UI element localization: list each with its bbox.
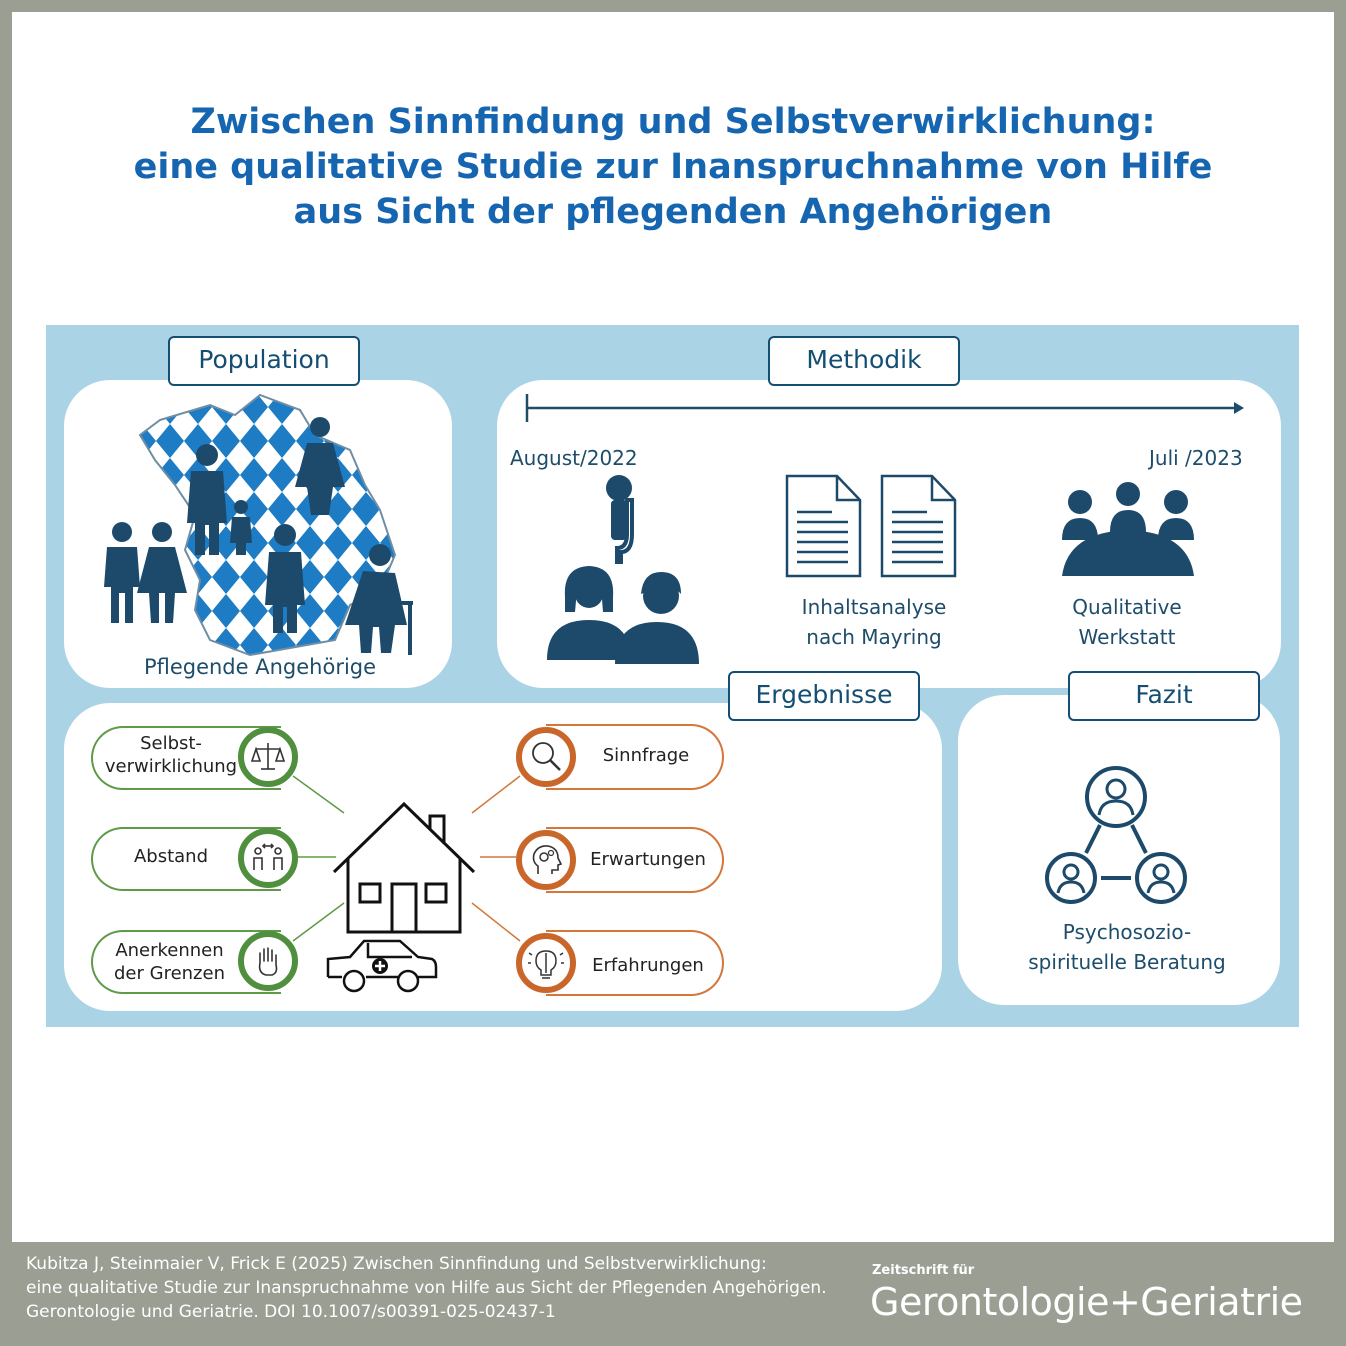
workshop-table-icon (1058, 480, 1198, 580)
interview-icon (543, 472, 703, 667)
magnifier-ring (516, 727, 576, 787)
family-people-icon (95, 415, 425, 660)
ergebnisse-tag: Ergebnisse (728, 671, 920, 721)
self-realization-line-1: Selbst- (140, 733, 202, 754)
analysis-line-1: Inhaltsanalyse (801, 595, 947, 619)
workshop-line-2: Werkstatt (1078, 625, 1176, 649)
timeline-arrow (520, 390, 1250, 430)
fazit-tag: Fazit (1068, 671, 1260, 721)
head-gears-ring (516, 830, 576, 890)
accepting-limits-line-2: der Grenzen (114, 963, 225, 984)
distance-label: Abstand (133, 846, 209, 867)
distance-icon (250, 840, 286, 876)
timeline-end-label: Juli /2023 (1149, 446, 1243, 470)
house-icon (330, 800, 478, 940)
accepting-limits-line-1: Anerkennen (115, 940, 224, 961)
scales-ring (238, 727, 298, 787)
hand-ring (238, 931, 298, 991)
self-realization-line-2: verwirklichung (104, 756, 238, 777)
citation-line-1: Kubitza J, Steinmaier V, Frick E (2025) Zwischen Sinnfindung und Selbstverwirklichung: (26, 1254, 767, 1274)
page-title (12, 100, 1334, 235)
counseling-network-icon (1043, 765, 1193, 910)
analysis-line-2: nach Mayring (806, 625, 942, 649)
title-line-3: aus Sicht der pflegenden Angehörigen (293, 192, 1053, 232)
brain-bulb-ring (516, 933, 576, 993)
experiences-label: Erfahrungen (592, 955, 704, 976)
scales-icon (250, 739, 286, 775)
documents-icon (782, 472, 962, 582)
methodik-tag: Methodik (768, 336, 960, 386)
population-caption: Pflegende Angehörige (143, 655, 377, 679)
hand-icon (250, 943, 286, 979)
title-line-1: Zwischen Sinnfindung und Selbstverwirklichung: (190, 102, 1156, 142)
population-tag: Population (168, 336, 360, 386)
title-line-2: eine qualitative Studie zur Inanspruchnahme von Hilfe (133, 147, 1213, 187)
brain-bulb-icon (528, 945, 564, 981)
citation-line-3: Gerontologie und Geriatrie. DOI 10.1007/s00391-025-02437-1 (26, 1302, 556, 1322)
journal-logo: Gerontologie+Geriatrie (870, 1280, 1303, 1324)
fazit-line-1: Psychosozio- (1062, 920, 1192, 944)
citation-line-2: eine qualitative Studie zur Inanspruchnahme von Hilfe aus Sicht der Pflegenden Angehörigen. (26, 1278, 827, 1298)
timeline-start-label: August/2022 (510, 446, 638, 470)
head-gears-icon (528, 842, 564, 878)
expectations-label: Erwartungen (590, 849, 706, 870)
citation (26, 1252, 827, 1324)
journal-prefix: Zeitschrift für (872, 1263, 975, 1278)
ambulance-car-icon (324, 935, 440, 997)
fazit-line-2: spirituelle Beratung (1028, 950, 1226, 974)
workshop-line-1: Qualitative (1072, 595, 1182, 619)
magnifier-icon (528, 739, 564, 775)
meaning-question-label: Sinnfrage (602, 745, 690, 766)
distance-ring (238, 828, 298, 888)
